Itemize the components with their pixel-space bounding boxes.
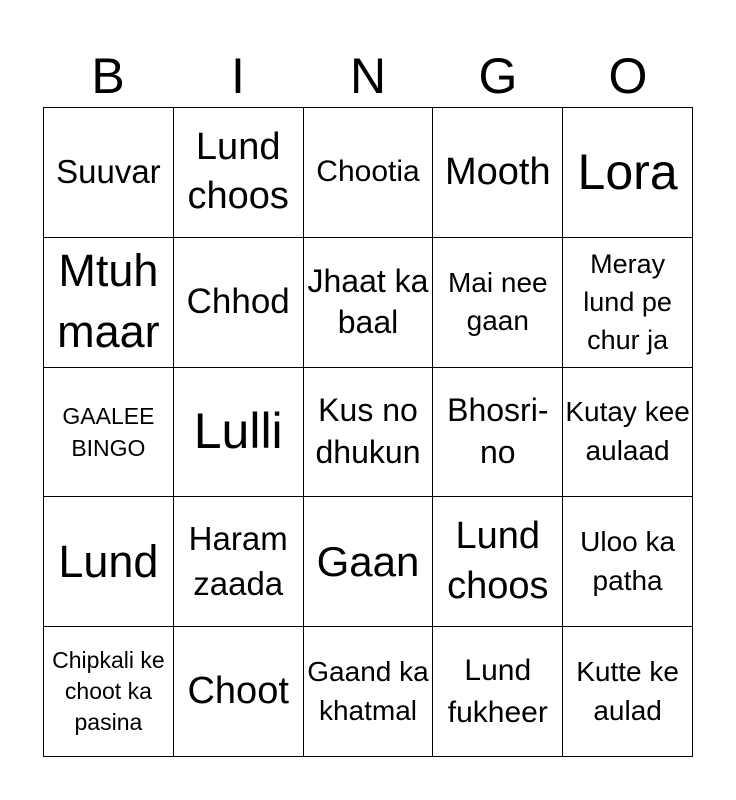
bingo-cell-text: Gaan [316, 537, 420, 585]
bingo-cell[interactable] [44, 497, 174, 627]
bingo-cell-text: Mai nee gaan [447, 266, 548, 337]
bingo-cell-text: Mooth [444, 150, 551, 193]
bingo-cell-text: Lund choos [187, 126, 289, 218]
header-letter-b: B [91, 48, 125, 104]
bingo-cell-text: Jhaat ka baal [307, 262, 429, 341]
bingo-cell-text: Mtuh maar [57, 245, 160, 358]
bingo-cell[interactable] [563, 108, 693, 238]
bingo-cell-text: Lund fukheer [447, 654, 548, 729]
bingo-cell-text: Haram zaada [188, 520, 288, 602]
bingo-cell[interactable] [174, 497, 304, 627]
bingo-cell-text: Chootia [316, 155, 420, 189]
bingo-cell[interactable] [44, 108, 174, 238]
bingo-cell[interactable] [563, 368, 693, 498]
bingo-cell[interactable] [304, 108, 434, 238]
bingo-cell[interactable] [563, 238, 693, 368]
bingo-header [43, 46, 693, 106]
bingo-cell[interactable] [304, 368, 434, 498]
bingo-cell-text: Choot [187, 669, 289, 712]
bingo-cell[interactable] [44, 238, 174, 368]
bingo-cell[interactable] [304, 497, 434, 627]
header-letter-g: G [478, 48, 518, 104]
bingo-cell-text: GAALEE BINGO [62, 402, 155, 461]
bingo-cell-text: Chipkali ke choot ka pasina [52, 647, 165, 736]
bingo-cell[interactable] [433, 627, 563, 757]
bingo-cell[interactable] [174, 238, 304, 368]
bingo-cell[interactable] [433, 238, 563, 368]
bingo-cell[interactable] [563, 497, 693, 627]
bingo-cell[interactable] [44, 368, 174, 498]
bingo-cell-text: Kus no dhukun [315, 392, 421, 470]
bingo-cell[interactable] [174, 368, 304, 498]
bingo-cell[interactable] [44, 627, 174, 757]
bingo-cell[interactable] [563, 627, 693, 757]
bingo-cell-text: Lora [577, 143, 678, 200]
bingo-cell-text: Suuvar [56, 153, 161, 191]
bingo-cell[interactable] [304, 238, 434, 368]
bingo-cell-text: Meray lund pe chur ja [583, 248, 672, 356]
bingo-cell[interactable] [174, 627, 304, 757]
bingo-cell-text: Bhosri-no [447, 392, 549, 470]
bingo-cell[interactable] [304, 627, 434, 757]
bingo-cell[interactable] [433, 497, 563, 627]
bingo-cell-text: Lulli [193, 403, 283, 460]
bingo-cell-text: Kutay kee aulaad [565, 396, 690, 466]
bingo-card-grid [43, 107, 693, 757]
bingo-cell-text: Lund [58, 535, 159, 587]
header-letter-i: I [231, 48, 245, 104]
bingo-cell[interactable] [433, 368, 563, 498]
header-letter-o: O [608, 48, 648, 104]
bingo-cell[interactable] [433, 108, 563, 238]
bingo-cell-text: Kutte ke aulad [576, 655, 679, 726]
bingo-cell-text: Lund choos [447, 515, 549, 607]
header-letter-n: N [349, 48, 387, 104]
bingo-cell-text: Chhod [186, 282, 290, 322]
bingo-cell-text: Uloo ka patha [580, 526, 676, 596]
bingo-cell[interactable] [174, 108, 304, 238]
bingo-cell-text: Gaand ka khatmal [307, 655, 429, 726]
